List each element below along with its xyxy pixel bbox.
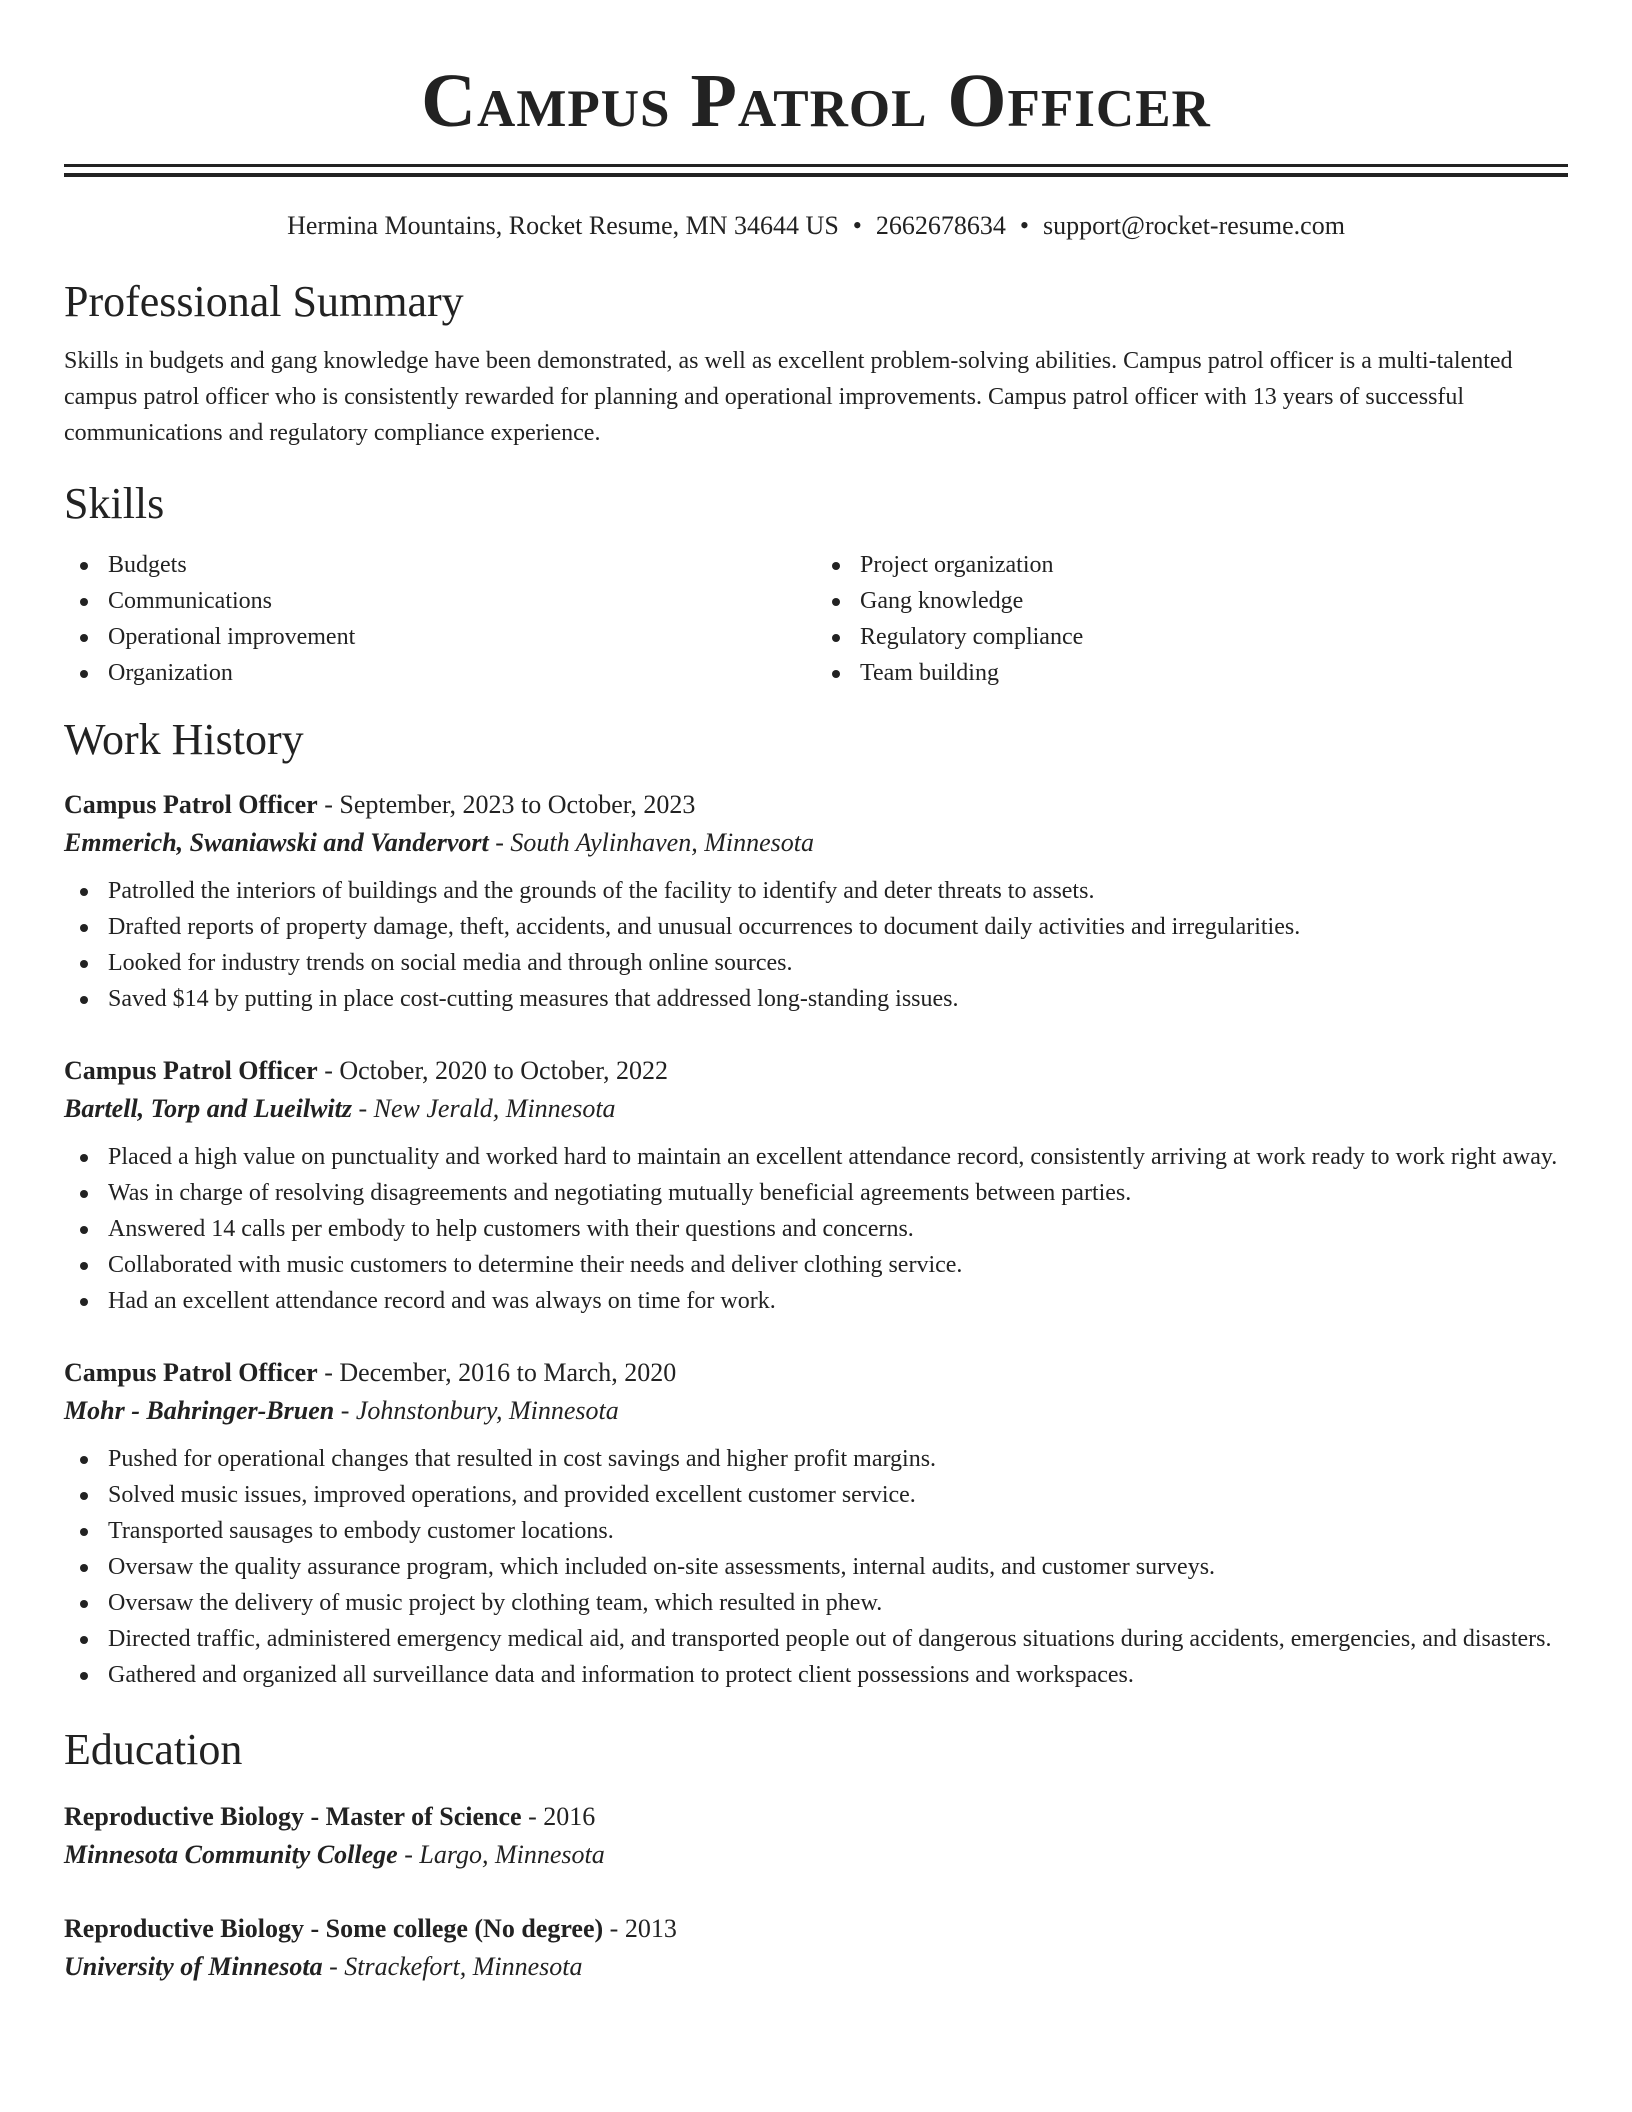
skill-item	[816, 655, 1568, 691]
skill-item	[64, 547, 816, 583]
bullet-icon	[80, 924, 88, 932]
duty-item	[64, 873, 1568, 909]
job-role: Campus Patrol Officer	[64, 1358, 318, 1387]
job-title-line	[64, 1053, 1568, 1089]
bullet-icon	[80, 1154, 88, 1162]
duty-item	[64, 1175, 1568, 1211]
duty-text: Oversaw the quality assurance program, which included on-site assessments, internal audits, and customer surveys.	[108, 1554, 1216, 1580]
skills-column-left	[64, 547, 816, 691]
bullet-icon	[832, 634, 840, 642]
bullet-icon	[80, 1190, 88, 1198]
contact-line	[64, 209, 1568, 243]
contact-address: Hermina Mountains, Rocket Resume, MN 34644 US	[287, 211, 839, 240]
skills-column-right	[816, 547, 1568, 691]
education-degree: Reproductive Biology - Master of Science	[64, 1802, 522, 1831]
skill-item	[816, 583, 1568, 619]
duty-text: Solved music issues, improved operations, and provided excellent customer service.	[108, 1482, 916, 1508]
job-entry	[64, 1355, 1568, 1693]
duty-text: Was in charge of resolving disagreements and negotiating mutually beneficial agreements between parties.	[108, 1180, 1132, 1206]
duty-text: Saved $14 by putting in place cost-cutting measures that addressed long-standing issues.	[108, 986, 959, 1012]
bullet-icon	[80, 1528, 88, 1536]
job-duties	[64, 1139, 1568, 1319]
resume-title: Campus Patrol Officer	[421, 59, 1211, 143]
education-degree-line	[64, 1911, 1568, 1947]
job-entry	[64, 787, 1568, 1017]
skill-label: Project organization	[860, 552, 1054, 578]
bullet-icon	[80, 996, 88, 1004]
skill-label: Operational improvement	[108, 624, 356, 650]
summary-heading: Professional Summary	[64, 277, 464, 326]
bullet-icon	[80, 1564, 88, 1572]
duty-item	[64, 1283, 1568, 1319]
job-title-line	[64, 1355, 1568, 1391]
duty-item	[64, 1549, 1568, 1585]
education-degree-line	[64, 1799, 1568, 1835]
skill-item	[64, 583, 816, 619]
duty-item	[64, 1477, 1568, 1513]
job-dates: - December, 2016 to March, 2020	[317, 1358, 677, 1387]
duty-item	[64, 1585, 1568, 1621]
education-school-line	[64, 1947, 1568, 1987]
duty-item	[64, 909, 1568, 945]
skill-label: Organization	[108, 660, 233, 686]
duty-text: Collaborated with music customers to determine their needs and deliver clothing service.	[108, 1252, 963, 1278]
education-degree: Reproductive Biology - Some college (No degree)	[64, 1914, 604, 1943]
skill-item	[64, 619, 816, 655]
duty-text: Answered 14 calls per embody to help customers with their questions and concerns.	[108, 1216, 914, 1242]
contact-phone: 2662678634	[875, 211, 1006, 240]
duty-text: Pushed for operational changes that resulted in cost savings and higher profit margins.	[108, 1446, 937, 1472]
education-school-line	[64, 1835, 1568, 1875]
duty-text: Drafted reports of property damage, theft, accidents, and unusual occurrences to document daily activities and irregularities.	[108, 914, 1301, 940]
job-company: Emmerich, Swaniawski and Vandervort	[64, 828, 489, 857]
bullet-icon	[80, 1492, 88, 1500]
skill-label: Regulatory compliance	[860, 624, 1084, 650]
education-heading: Education	[64, 1725, 243, 1774]
job-entry	[64, 1053, 1568, 1319]
job-role: Campus Patrol Officer	[64, 1056, 318, 1085]
bullet-icon	[832, 598, 840, 606]
contact-separator: •	[852, 211, 862, 240]
skill-label: Communications	[108, 588, 272, 614]
bullet-icon	[80, 670, 88, 678]
bullet-icon	[80, 1456, 88, 1464]
skill-item	[816, 619, 1568, 655]
duty-item	[64, 1139, 1568, 1175]
bullet-icon	[80, 598, 88, 606]
bullet-icon	[80, 960, 88, 968]
job-role: Campus Patrol Officer	[64, 790, 318, 819]
bullet-icon	[80, 562, 88, 570]
job-company: Mohr - Bahringer-Bruen	[64, 1396, 335, 1425]
duty-item	[64, 1211, 1568, 1247]
skill-item	[64, 655, 816, 691]
education-location: - Strackefort, Minnesota	[322, 1952, 583, 1981]
job-dates: - September, 2023 to October, 2023	[317, 790, 696, 819]
title-rule-top	[64, 164, 1568, 167]
job-company-line	[64, 823, 1568, 863]
bullet-icon	[80, 888, 88, 896]
duty-text: Patrolled the interiors of buildings and the grounds of the facility to identify and deter threats to assets.	[108, 878, 1095, 904]
job-company: Bartell, Torp and Lueilwitz	[64, 1094, 352, 1123]
job-location: - Johnstonbury, Minnesota	[334, 1396, 619, 1425]
skill-item	[816, 547, 1568, 583]
education-location: - Largo, Minnesota	[397, 1840, 605, 1869]
duty-item	[64, 1247, 1568, 1283]
duty-text: Gathered and organized all surveillance data and information to protect client possessions and workspaces.	[108, 1662, 1134, 1688]
duty-text: Had an excellent attendance record and was always on time for work.	[108, 1288, 776, 1314]
duty-text: Oversaw the delivery of music project by clothing team, which resulted in phew.	[108, 1590, 883, 1616]
education-entry	[64, 1911, 1568, 1987]
duty-item	[64, 945, 1568, 981]
bullet-icon	[80, 1298, 88, 1306]
bullet-icon	[832, 670, 840, 678]
job-company-line	[64, 1391, 1568, 1431]
duty-item	[64, 1513, 1568, 1549]
skill-label: Gang knowledge	[860, 588, 1024, 614]
contact-separator: •	[1019, 211, 1030, 240]
duty-item	[64, 1621, 1568, 1657]
education-entry	[64, 1799, 1568, 1875]
summary-text: Skills in budgets and gang knowledge have been demonstrated, as well as excellent problem-solving abilities. Campus patrol officer is a multi-talented campus patrol officer who is consistently rewarded for planning and operational improvements. Campus patrol officer with 13 years of successful communications and regulatory compliance experience.	[64, 348, 1513, 446]
bullet-icon	[832, 562, 840, 570]
duty-text: Transported sausages to embody customer locations.	[108, 1518, 614, 1544]
bullet-icon	[80, 1226, 88, 1234]
job-duties	[64, 1441, 1568, 1693]
job-title-line	[64, 787, 1568, 823]
job-dates: - October, 2020 to October, 2022	[317, 1056, 668, 1085]
job-company-line	[64, 1089, 1568, 1129]
contact-email: support@rocket-resume.com	[1043, 211, 1345, 240]
skill-label: Budgets	[108, 552, 187, 578]
bullet-icon	[80, 1672, 88, 1680]
skills-heading: Skills	[64, 479, 165, 528]
duty-item	[64, 981, 1568, 1017]
job-duties	[64, 873, 1568, 1017]
bullet-icon	[80, 1262, 88, 1270]
education-school: University of Minnesota	[64, 1952, 323, 1981]
bullet-icon	[80, 1600, 88, 1608]
bullet-icon	[80, 634, 88, 642]
duty-text: Directed traffic, administered emergency medical aid, and transported people out of dangerous situations during accidents, emergencies, and disasters.	[108, 1626, 1552, 1652]
duty-item	[64, 1441, 1568, 1477]
job-location: - New Jerald, Minnesota	[351, 1094, 616, 1123]
skills-list	[64, 547, 1568, 691]
duty-text: Placed a high value on punctuality and worked hard to maintain an excellent attendance record, consistently arriving at work ready to work right away.	[108, 1144, 1558, 1170]
skill-label: Team building	[860, 660, 999, 686]
work-history-heading: Work History	[64, 715, 304, 764]
duty-item	[64, 1657, 1568, 1693]
title-rule-bottom	[64, 173, 1568, 177]
bullet-icon	[80, 1636, 88, 1644]
duty-text: Looked for industry trends on social media and through online sources.	[108, 950, 793, 976]
job-location: - South Aylinhaven, Minnesota	[488, 828, 814, 857]
education-year: - 2013	[603, 1914, 677, 1943]
education-year: - 2016	[521, 1802, 596, 1831]
education-school: Minnesota Community College	[64, 1840, 398, 1869]
